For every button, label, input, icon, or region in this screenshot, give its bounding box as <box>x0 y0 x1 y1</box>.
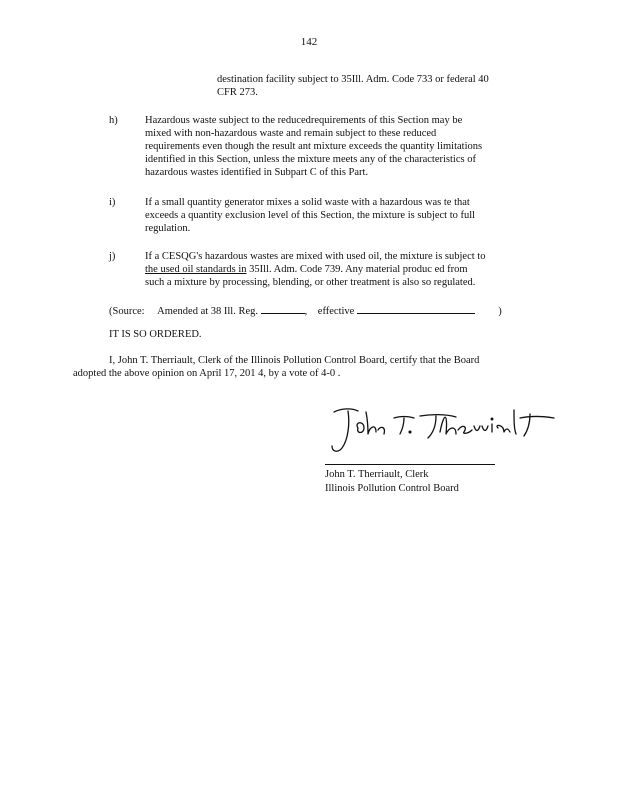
register-blank <box>261 303 305 314</box>
item-h-label: h) <box>109 115 118 126</box>
source-note <box>109 303 502 318</box>
signature-line <box>325 464 495 465</box>
underlined-insertion: the used oil standards in <box>145 264 247 275</box>
effective-date-blank <box>357 303 475 314</box>
source-close: ) <box>498 306 502 317</box>
item-j-line: such a mixture by processing, blending, or other treatment is also so regulated. <box>145 277 476 288</box>
order-statement: IT IS SO ORDERED. <box>109 329 202 340</box>
item-h-line: identified in this Section, unless the mixture meets any of the characteristics of <box>145 154 476 165</box>
clerk-signature <box>328 402 568 460</box>
page-number: 142 <box>300 36 318 48</box>
source-open: (Source: <box>109 306 145 317</box>
item-j-text <box>145 250 485 289</box>
item-i-line: exceeds a quantity exclusion level of this Section, the mixture is subject to full <box>145 210 476 221</box>
item-g-line: destination facility subject to 35Ill. Adm. Code 733 or federal 40 <box>217 74 489 85</box>
item-g-line: CFR 273. <box>217 87 258 98</box>
certification-line-2: adopted the above opinion on April 17, 201 4, by a vote of 4-0 . <box>73 368 341 379</box>
item-h-line: requirements even though the result ant mixture exceeds the quantity limitations <box>145 141 483 152</box>
item-j-line-rest: 35Ill. Adm. Code 739. Any material produc ed from <box>249 264 468 275</box>
source-amended: Amended at 38 Ill. Reg. <box>157 306 259 317</box>
item-h-line: Hazardous waste subject to the reducedrequirements of this Section may be <box>145 115 463 126</box>
item-h-line: hazardous wastes identified in Subpart C of this Part. <box>145 167 369 178</box>
item-i-label: i) <box>109 197 116 208</box>
item-i-line: regulation. <box>145 223 191 234</box>
item-i-line: If a small quantity generator mixes a solid waste with a hazardous was te that <box>145 197 470 208</box>
item-j-line: If a CESQG's hazardous wastes are mixed with used oil, the mixture is subject to <box>145 251 486 262</box>
source-comma: , <box>304 306 308 317</box>
item-h-line: mixed with non-hazardous waste and remain subject to these reduced <box>145 128 437 139</box>
item-h-text <box>145 114 482 179</box>
signatory-name: John T. Therriault, Clerk <box>325 469 429 480</box>
signatory-organization: Illinois Pollution Control Board <box>325 483 459 494</box>
item-g-continuation <box>217 73 489 99</box>
item-j-line <box>145 263 485 276</box>
item-i-text <box>145 196 475 235</box>
certification-line-1: I, John T. Therriault, Clerk of the Illinois Pollution Control Board, certify that the Board <box>109 355 480 366</box>
item-j-label: j) <box>109 251 116 262</box>
source-effective: effective <box>317 306 355 317</box>
